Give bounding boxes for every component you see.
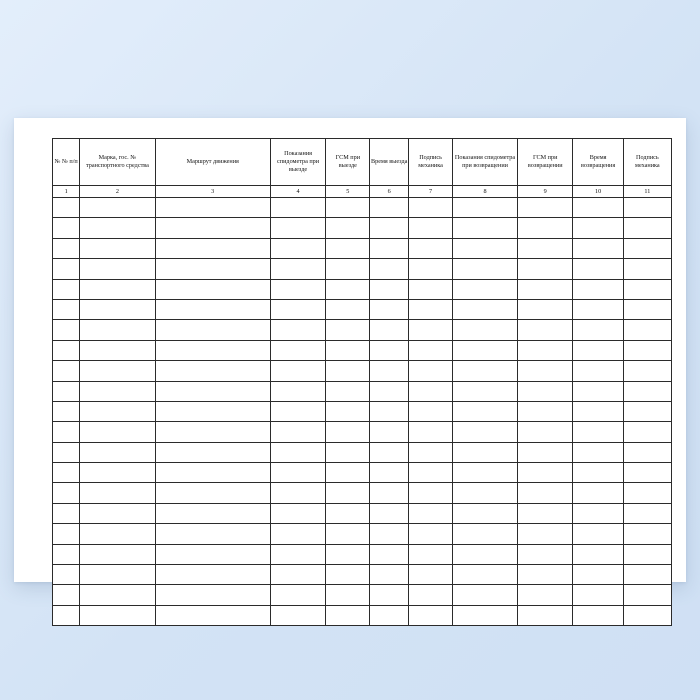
table-cell[interactable] bbox=[155, 299, 270, 319]
table-cell[interactable] bbox=[623, 401, 671, 421]
table-cell[interactable] bbox=[53, 340, 80, 360]
column-number-cell: 8 bbox=[453, 186, 518, 198]
table-cell[interactable] bbox=[326, 524, 370, 544]
table-cell[interactable] bbox=[80, 585, 155, 605]
table-cell[interactable] bbox=[409, 361, 453, 381]
table-cell[interactable] bbox=[80, 361, 155, 381]
table-cell[interactable] bbox=[370, 503, 409, 523]
table-cell[interactable] bbox=[370, 238, 409, 258]
table-cell[interactable] bbox=[326, 361, 370, 381]
table-cell[interactable] bbox=[326, 279, 370, 299]
table-cell[interactable] bbox=[155, 503, 270, 523]
table-cell[interactable] bbox=[53, 442, 80, 462]
table-cell[interactable] bbox=[409, 463, 453, 483]
table-cell[interactable] bbox=[155, 198, 270, 218]
column-number-cell: 3 bbox=[155, 186, 270, 198]
table-cell[interactable] bbox=[326, 320, 370, 340]
column-number-cell: 4 bbox=[270, 186, 326, 198]
table-row[interactable] bbox=[53, 340, 672, 360]
table-cell[interactable] bbox=[53, 483, 80, 503]
table-row[interactable] bbox=[53, 585, 672, 605]
table-cell[interactable] bbox=[409, 299, 453, 319]
table-row[interactable] bbox=[53, 320, 672, 340]
table-cell[interactable] bbox=[517, 463, 573, 483]
journal-table bbox=[52, 138, 672, 626]
table-cell[interactable] bbox=[517, 238, 573, 258]
table-cell[interactable] bbox=[517, 299, 573, 319]
table-cell[interactable] bbox=[453, 483, 518, 503]
table-cell[interactable] bbox=[623, 442, 671, 462]
table-cell[interactable] bbox=[517, 605, 573, 625]
table-cell[interactable] bbox=[409, 238, 453, 258]
table-cell[interactable] bbox=[623, 299, 671, 319]
table-cell[interactable] bbox=[573, 524, 623, 544]
table-cell[interactable] bbox=[623, 381, 671, 401]
table-cell[interactable] bbox=[453, 381, 518, 401]
table-cell[interactable] bbox=[155, 401, 270, 421]
table-cell[interactable] bbox=[80, 565, 155, 585]
table-cell[interactable] bbox=[270, 299, 326, 319]
table-cell[interactable] bbox=[53, 565, 80, 585]
table-cell[interactable] bbox=[573, 585, 623, 605]
table-row[interactable] bbox=[53, 422, 672, 442]
column-header-signature-in: Подпись механика bbox=[623, 139, 671, 186]
table-row[interactable] bbox=[53, 524, 672, 544]
table-cell[interactable] bbox=[623, 198, 671, 218]
table-row[interactable] bbox=[53, 299, 672, 319]
column-number-cell: 10 bbox=[573, 186, 623, 198]
table-cell[interactable] bbox=[573, 381, 623, 401]
table-row[interactable] bbox=[53, 565, 672, 585]
table-cell[interactable] bbox=[573, 401, 623, 421]
table-cell[interactable] bbox=[270, 218, 326, 238]
table-cell[interactable] bbox=[155, 524, 270, 544]
table-cell[interactable] bbox=[453, 442, 518, 462]
table-cell[interactable] bbox=[517, 340, 573, 360]
table-cell[interactable] bbox=[623, 463, 671, 483]
table-cell[interactable] bbox=[80, 218, 155, 238]
column-number-cell: 1 bbox=[53, 186, 80, 198]
table-cell[interactable] bbox=[155, 442, 270, 462]
table-cell[interactable] bbox=[517, 422, 573, 442]
table-cell[interactable] bbox=[53, 279, 80, 299]
table-cell[interactable] bbox=[453, 238, 518, 258]
table-cell[interactable] bbox=[517, 442, 573, 462]
table-cell[interactable] bbox=[517, 544, 573, 564]
table-cell[interactable] bbox=[453, 259, 518, 279]
table-cell[interactable] bbox=[155, 259, 270, 279]
table-cell[interactable] bbox=[409, 259, 453, 279]
table-row[interactable] bbox=[53, 238, 672, 258]
table-cell[interactable] bbox=[409, 524, 453, 544]
table-cell[interactable] bbox=[573, 544, 623, 564]
table-cell[interactable] bbox=[80, 340, 155, 360]
table-cell[interactable] bbox=[270, 544, 326, 564]
table-cell[interactable] bbox=[370, 279, 409, 299]
table-cell[interactable] bbox=[517, 565, 573, 585]
table-cell[interactable] bbox=[270, 422, 326, 442]
table-cell[interactable] bbox=[155, 361, 270, 381]
table-cell[interactable] bbox=[80, 483, 155, 503]
table-header bbox=[53, 139, 672, 198]
table-cell[interactable] bbox=[370, 422, 409, 442]
table-cell[interactable] bbox=[53, 605, 80, 625]
table-cell[interactable] bbox=[53, 299, 80, 319]
table-cell[interactable] bbox=[573, 503, 623, 523]
table-cell[interactable] bbox=[453, 320, 518, 340]
table-cell[interactable] bbox=[453, 361, 518, 381]
table-cell[interactable] bbox=[80, 259, 155, 279]
table-cell[interactable] bbox=[270, 605, 326, 625]
table-cell[interactable] bbox=[370, 605, 409, 625]
table-cell[interactable] bbox=[453, 605, 518, 625]
table-cell[interactable] bbox=[623, 279, 671, 299]
table-cell[interactable] bbox=[517, 198, 573, 218]
table-cell[interactable] bbox=[53, 238, 80, 258]
column-number-cell: 9 bbox=[517, 186, 573, 198]
table-cell[interactable] bbox=[326, 585, 370, 605]
table-cell[interactable] bbox=[573, 442, 623, 462]
table-cell[interactable] bbox=[53, 361, 80, 381]
table-cell[interactable] bbox=[270, 381, 326, 401]
table-cell[interactable] bbox=[370, 442, 409, 462]
table-cell[interactable] bbox=[53, 544, 80, 564]
table-cell[interactable] bbox=[409, 218, 453, 238]
table-cell[interactable] bbox=[270, 279, 326, 299]
column-header-odometer-out: Показания спидометра при выезде bbox=[270, 139, 326, 186]
table-cell[interactable] bbox=[326, 565, 370, 585]
table-cell[interactable] bbox=[326, 442, 370, 462]
table-row[interactable] bbox=[53, 401, 672, 421]
table-cell[interactable] bbox=[326, 218, 370, 238]
table-cell[interactable] bbox=[409, 401, 453, 421]
table-cell[interactable] bbox=[326, 381, 370, 401]
table-cell[interactable] bbox=[623, 340, 671, 360]
header-row bbox=[53, 139, 672, 186]
table-cell[interactable] bbox=[80, 238, 155, 258]
table-cell[interactable] bbox=[453, 422, 518, 442]
column-header-route: Маршрут движения bbox=[155, 139, 270, 186]
table-cell[interactable] bbox=[517, 585, 573, 605]
column-header-number: № № п/п bbox=[53, 139, 80, 186]
table-cell[interactable] bbox=[623, 361, 671, 381]
table-cell[interactable] bbox=[53, 524, 80, 544]
table-cell[interactable] bbox=[326, 483, 370, 503]
table-cell[interactable] bbox=[517, 279, 573, 299]
table-cell[interactable] bbox=[326, 259, 370, 279]
table-cell[interactable] bbox=[370, 198, 409, 218]
table-row[interactable] bbox=[53, 463, 672, 483]
table-cell[interactable] bbox=[270, 585, 326, 605]
table-cell[interactable] bbox=[409, 422, 453, 442]
table-cell[interactable] bbox=[155, 565, 270, 585]
table-cell[interactable] bbox=[80, 279, 155, 299]
table-cell[interactable] bbox=[155, 279, 270, 299]
table-cell[interactable] bbox=[623, 565, 671, 585]
table-cell[interactable] bbox=[573, 340, 623, 360]
table-cell[interactable] bbox=[53, 463, 80, 483]
table-row[interactable] bbox=[53, 442, 672, 462]
table-cell[interactable] bbox=[573, 565, 623, 585]
table-cell[interactable] bbox=[270, 401, 326, 421]
table-cell[interactable] bbox=[270, 198, 326, 218]
table-cell[interactable] bbox=[623, 422, 671, 442]
table-cell[interactable] bbox=[370, 320, 409, 340]
table-cell[interactable] bbox=[370, 361, 409, 381]
column-header-odometer-in: Показания спидометра при возвращении bbox=[453, 139, 518, 186]
table-cell[interactable] bbox=[573, 463, 623, 483]
table-cell[interactable] bbox=[453, 524, 518, 544]
column-number-row bbox=[53, 186, 672, 198]
column-number-cell: 2 bbox=[80, 186, 155, 198]
column-header-fuel-out: ГСМ при выезде bbox=[326, 139, 370, 186]
table-row[interactable] bbox=[53, 279, 672, 299]
table-cell[interactable] bbox=[573, 320, 623, 340]
column-number-cell: 6 bbox=[370, 186, 409, 198]
table-cell[interactable] bbox=[573, 218, 623, 238]
table-cell[interactable] bbox=[155, 544, 270, 564]
table-cell[interactable] bbox=[270, 483, 326, 503]
table-cell[interactable] bbox=[623, 483, 671, 503]
table-cell[interactable] bbox=[370, 463, 409, 483]
table-cell[interactable] bbox=[80, 401, 155, 421]
table-cell[interactable] bbox=[53, 381, 80, 401]
table-cell[interactable] bbox=[573, 259, 623, 279]
table-cell[interactable] bbox=[573, 361, 623, 381]
table-cell[interactable] bbox=[53, 503, 80, 523]
table-cell[interactable] bbox=[409, 442, 453, 462]
table-cell[interactable] bbox=[517, 503, 573, 523]
table-cell[interactable] bbox=[370, 401, 409, 421]
table-cell[interactable] bbox=[53, 401, 80, 421]
table-cell[interactable] bbox=[623, 238, 671, 258]
table-cell[interactable] bbox=[623, 544, 671, 564]
table-cell[interactable] bbox=[270, 320, 326, 340]
table-cell[interactable] bbox=[270, 259, 326, 279]
table-cell[interactable] bbox=[155, 218, 270, 238]
table-cell[interactable] bbox=[80, 381, 155, 401]
column-header-vehicle: Марка, гос. № транспортного средства bbox=[80, 139, 155, 186]
table-cell[interactable] bbox=[453, 279, 518, 299]
column-header-time-in: Время возвращения bbox=[573, 139, 623, 186]
table-cell[interactable] bbox=[80, 299, 155, 319]
table-cell[interactable] bbox=[80, 442, 155, 462]
table-row[interactable] bbox=[53, 218, 672, 238]
table-cell[interactable] bbox=[623, 524, 671, 544]
table-cell[interactable] bbox=[409, 198, 453, 218]
column-header-time-out: Время выезда bbox=[370, 139, 409, 186]
table-cell[interactable] bbox=[623, 605, 671, 625]
column-number-cell: 5 bbox=[326, 186, 370, 198]
table-cell[interactable] bbox=[409, 585, 453, 605]
table-cell[interactable] bbox=[53, 585, 80, 605]
table-cell[interactable] bbox=[270, 463, 326, 483]
table-body bbox=[53, 198, 672, 626]
paper-sheet bbox=[14, 118, 686, 582]
table-cell[interactable] bbox=[53, 198, 80, 218]
table-cell[interactable] bbox=[623, 259, 671, 279]
table-cell[interactable] bbox=[370, 544, 409, 564]
table-cell[interactable] bbox=[453, 503, 518, 523]
table-cell[interactable] bbox=[80, 422, 155, 442]
table-cell[interactable] bbox=[155, 585, 270, 605]
table-cell[interactable] bbox=[53, 259, 80, 279]
table-cell[interactable] bbox=[326, 340, 370, 360]
table-cell[interactable] bbox=[270, 361, 326, 381]
table-cell[interactable] bbox=[155, 238, 270, 258]
table-cell[interactable] bbox=[453, 585, 518, 605]
table-cell[interactable] bbox=[270, 524, 326, 544]
column-number-cell: 7 bbox=[409, 186, 453, 198]
table-cell[interactable] bbox=[370, 299, 409, 319]
table-cell[interactable] bbox=[517, 320, 573, 340]
table-cell[interactable] bbox=[573, 279, 623, 299]
table-cell[interactable] bbox=[326, 544, 370, 564]
table-cell[interactable] bbox=[409, 565, 453, 585]
table-cell[interactable] bbox=[409, 483, 453, 503]
table-container bbox=[52, 138, 672, 626]
table-cell[interactable] bbox=[370, 259, 409, 279]
table-cell[interactable] bbox=[453, 544, 518, 564]
table-cell[interactable] bbox=[53, 422, 80, 442]
table-row[interactable] bbox=[53, 381, 672, 401]
table-cell[interactable] bbox=[155, 463, 270, 483]
table-cell[interactable] bbox=[453, 198, 518, 218]
table-cell[interactable] bbox=[370, 585, 409, 605]
table-cell[interactable] bbox=[370, 218, 409, 238]
table-cell[interactable] bbox=[573, 238, 623, 258]
table-cell[interactable] bbox=[573, 198, 623, 218]
table-cell[interactable] bbox=[517, 381, 573, 401]
table-cell[interactable] bbox=[53, 320, 80, 340]
table-cell[interactable] bbox=[573, 605, 623, 625]
table-cell[interactable] bbox=[517, 524, 573, 544]
table-cell[interactable] bbox=[326, 463, 370, 483]
column-header-fuel-in: ГСМ при возвращении bbox=[517, 139, 573, 186]
table-cell[interactable] bbox=[453, 565, 518, 585]
table-cell[interactable] bbox=[155, 422, 270, 442]
column-number-cell: 11 bbox=[623, 186, 671, 198]
table-cell[interactable] bbox=[453, 463, 518, 483]
table-cell[interactable] bbox=[80, 605, 155, 625]
table-cell[interactable] bbox=[326, 422, 370, 442]
table-cell[interactable] bbox=[409, 279, 453, 299]
table-cell[interactable] bbox=[409, 605, 453, 625]
table-cell[interactable] bbox=[573, 483, 623, 503]
table-cell[interactable] bbox=[623, 503, 671, 523]
table-cell[interactable] bbox=[80, 320, 155, 340]
table-cell[interactable] bbox=[517, 483, 573, 503]
table-cell[interactable] bbox=[623, 218, 671, 238]
table-cell[interactable] bbox=[155, 320, 270, 340]
table-cell[interactable] bbox=[270, 503, 326, 523]
table-cell[interactable] bbox=[326, 605, 370, 625]
table-cell[interactable] bbox=[326, 238, 370, 258]
table-cell[interactable] bbox=[80, 503, 155, 523]
table-cell[interactable] bbox=[80, 524, 155, 544]
table-cell[interactable] bbox=[409, 320, 453, 340]
table-cell[interactable] bbox=[517, 259, 573, 279]
table-cell[interactable] bbox=[453, 401, 518, 421]
table-cell[interactable] bbox=[623, 320, 671, 340]
table-cell[interactable] bbox=[517, 361, 573, 381]
table-cell[interactable] bbox=[453, 299, 518, 319]
table-cell[interactable] bbox=[270, 238, 326, 258]
table-cell[interactable] bbox=[80, 463, 155, 483]
table-cell[interactable] bbox=[326, 401, 370, 421]
table-cell[interactable] bbox=[370, 381, 409, 401]
table-cell[interactable] bbox=[53, 218, 80, 238]
table-row[interactable] bbox=[53, 544, 672, 564]
table-row[interactable] bbox=[53, 259, 672, 279]
table-cell[interactable] bbox=[155, 605, 270, 625]
table-cell[interactable] bbox=[80, 198, 155, 218]
table-cell[interactable] bbox=[326, 503, 370, 523]
table-cell[interactable] bbox=[370, 565, 409, 585]
table-cell[interactable] bbox=[453, 218, 518, 238]
table-cell[interactable] bbox=[409, 340, 453, 360]
table-cell[interactable] bbox=[573, 422, 623, 442]
table-cell[interactable] bbox=[326, 198, 370, 218]
table-cell[interactable] bbox=[453, 340, 518, 360]
table-cell[interactable] bbox=[370, 524, 409, 544]
table-row[interactable] bbox=[53, 503, 672, 523]
table-cell[interactable] bbox=[155, 483, 270, 503]
table-cell[interactable] bbox=[517, 401, 573, 421]
table-cell[interactable] bbox=[409, 503, 453, 523]
table-cell[interactable] bbox=[155, 340, 270, 360]
table-cell[interactable] bbox=[517, 218, 573, 238]
table-cell[interactable] bbox=[409, 381, 453, 401]
table-cell[interactable] bbox=[623, 585, 671, 605]
table-cell[interactable] bbox=[573, 299, 623, 319]
table-cell[interactable] bbox=[270, 340, 326, 360]
table-cell[interactable] bbox=[270, 565, 326, 585]
table-cell[interactable] bbox=[409, 544, 453, 564]
table-cell[interactable] bbox=[80, 544, 155, 564]
table-cell[interactable] bbox=[370, 483, 409, 503]
table-row[interactable] bbox=[53, 361, 672, 381]
table-cell[interactable] bbox=[155, 381, 270, 401]
column-header-signature-out: Подпись механика bbox=[409, 139, 453, 186]
table-row[interactable] bbox=[53, 605, 672, 625]
table-row[interactable] bbox=[53, 198, 672, 218]
table-cell[interactable] bbox=[270, 442, 326, 462]
table-cell[interactable] bbox=[326, 299, 370, 319]
table-row[interactable] bbox=[53, 483, 672, 503]
table-cell[interactable] bbox=[370, 340, 409, 360]
